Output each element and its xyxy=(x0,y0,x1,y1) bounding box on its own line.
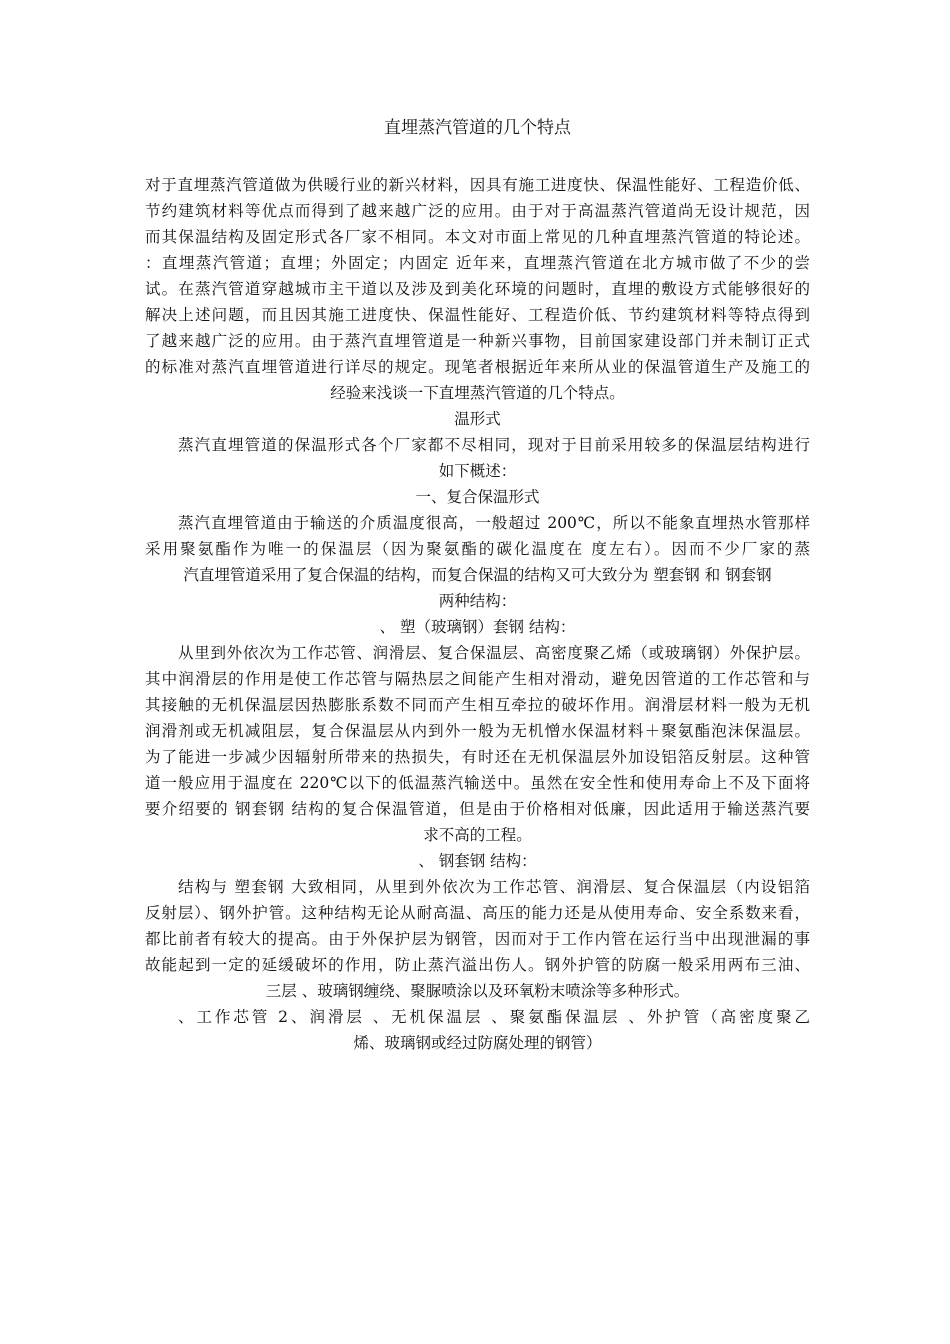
paragraph-line: 其接触的无机保温层因热膨胀系数不同而产生相互牵拉的破坏作用。润滑层材料一般为无机 xyxy=(145,696,810,714)
section-heading: 、 钢套钢 结构： xyxy=(418,852,537,870)
section-heading: 温形式 xyxy=(454,410,501,428)
paragraph-line: 如下概述： xyxy=(438,462,517,480)
paragraph-line: 的标准对蒸汽直埋管道进行详尽的规定。现笔者根据近年来所从业的保温管道生产及施工的 xyxy=(145,358,810,376)
paragraph-line: 蒸汽直埋管道由于输送的介质温度很高，一般超过 200℃，所以不能象直埋热水管那样 xyxy=(178,514,810,532)
paragraph-line: ：直埋蒸汽管道；直埋；外固定；内固定 近年来，直埋蒸汽管道在北方城市做了不少的尝 xyxy=(145,254,810,272)
section-heading: 一、复合保温形式 xyxy=(415,488,540,506)
paragraph-line: 结构与 塑套钢 大致相同，从里到外依次为工作芯管、润滑层、复合保温层（内设铝箔 xyxy=(178,878,810,896)
paragraph-line: 从里到外依次为工作芯管、润滑层、复合保温层、高密度聚乙烯（或玻璃钢）外保护层。 xyxy=(178,644,810,662)
paragraph-line: 蒸汽直埋管道的保温形式各个厂家都不尽相同，现对于目前采用较多的保温层结构进行 xyxy=(178,436,810,454)
paragraph-line: 解决上述问题，而且因其施工进度快、保温性能好、工程造价低、节约建筑材料等特点得到 xyxy=(145,306,810,324)
paragraph-line: 节约建筑材料等优点而得到了越来越广泛的应用。由于对于高温蒸汽管道尚无设计规范，因 xyxy=(145,202,810,220)
paragraph-line: 了越来越广泛的应用。由于蒸汽直埋管道是一种新兴事物，目前国家建设部门并未制订正式 xyxy=(145,332,810,350)
section-heading: 、 塑（玻璃钢）套钢 结构： xyxy=(379,618,576,636)
paragraph-line: 而其保温结构及固定形式各厂家不相同。本文对市面上常见的几种直埋蒸汽管道的特论述。 xyxy=(145,228,810,246)
document-title: 直埋蒸汽管道的几个特点 xyxy=(384,118,571,138)
paragraph-line: 反射层）、钢外护管。这种结构无论从耐高温、高压的能力还是从使用寿命、安全系数来看， xyxy=(145,904,810,922)
paragraph-line: 汽直埋管道采用了复合保温的结构，而复合保温的结构又可大致分为 塑套钢 和 钢套钢 xyxy=(183,566,772,584)
paragraph-line: 要介绍要的 钢套钢 结构的复合保温管道，但是由于价格相对低廉，因此适用于输送蒸汽要 xyxy=(145,800,810,818)
paragraph-line: 对于直埋蒸汽管道做为供暖行业的新兴材料，因具有施工进度快、保温性能好、工程造价低、 xyxy=(145,176,810,194)
paragraph-line: 故能起到一定的延缓破坏的作用，防止蒸汽溢出伤人。钢外护管的防腐一般采用两布三油、 xyxy=(145,956,810,974)
paragraph-line: 其中润滑层的作用是使工作芯管与隔热层之间能产生相对滑动，避免因管道的工作芯管和与 xyxy=(145,670,810,688)
figure-legend-line: 、工作芯管 2、润滑层 、无机保温层 、聚氨酯保温层 、外护管（高密度聚乙 xyxy=(178,1008,810,1026)
paragraph-line: 经验来浅谈一下直埋蒸汽管道的几个特点。 xyxy=(330,384,625,402)
paragraph-line: 试。在蒸汽管道穿越城市主干道以及涉及到美化环境的问题时，直埋的敷设方式能够很好的 xyxy=(145,280,810,298)
figure-legend-line: 烯、玻璃钢或经过防腐处理的钢管） xyxy=(353,1034,602,1052)
paragraph-line: 道一般应用于温度在 220℃以下的低温蒸汽输送中。虽然在安全性和使用寿命上不及下面将 xyxy=(145,774,810,792)
paragraph-line: 为了能进一步减少因辐射所带来的热损失，有时还在无机保温层外加设铝箔反射层。这种管 xyxy=(145,748,810,766)
paragraph-line: 两种结构： xyxy=(438,592,517,610)
paragraph-line: 三层 、玻璃钢缠绕、聚脲喷涂以及环氧粉末喷涂等多种形式。 xyxy=(265,982,690,1000)
paragraph-line: 采用聚氨酯作为唯一的保温层（因为聚氨酯的碳化温度在 度左右）。因而不少厂家的蒸 xyxy=(145,540,810,558)
paragraph-line: 都比前者有较大的提高。由于外保护层为钢管，因而对于工作内管在运行当中出现泄漏的事 xyxy=(145,930,810,948)
paragraph-line: 润滑剂或无机减阻层，复合保温层从内到外一般为无机憎水保温材料＋聚氨酯泡沫保温层。 xyxy=(145,722,810,740)
paragraph-line: 求不高的工程。 xyxy=(423,826,532,844)
